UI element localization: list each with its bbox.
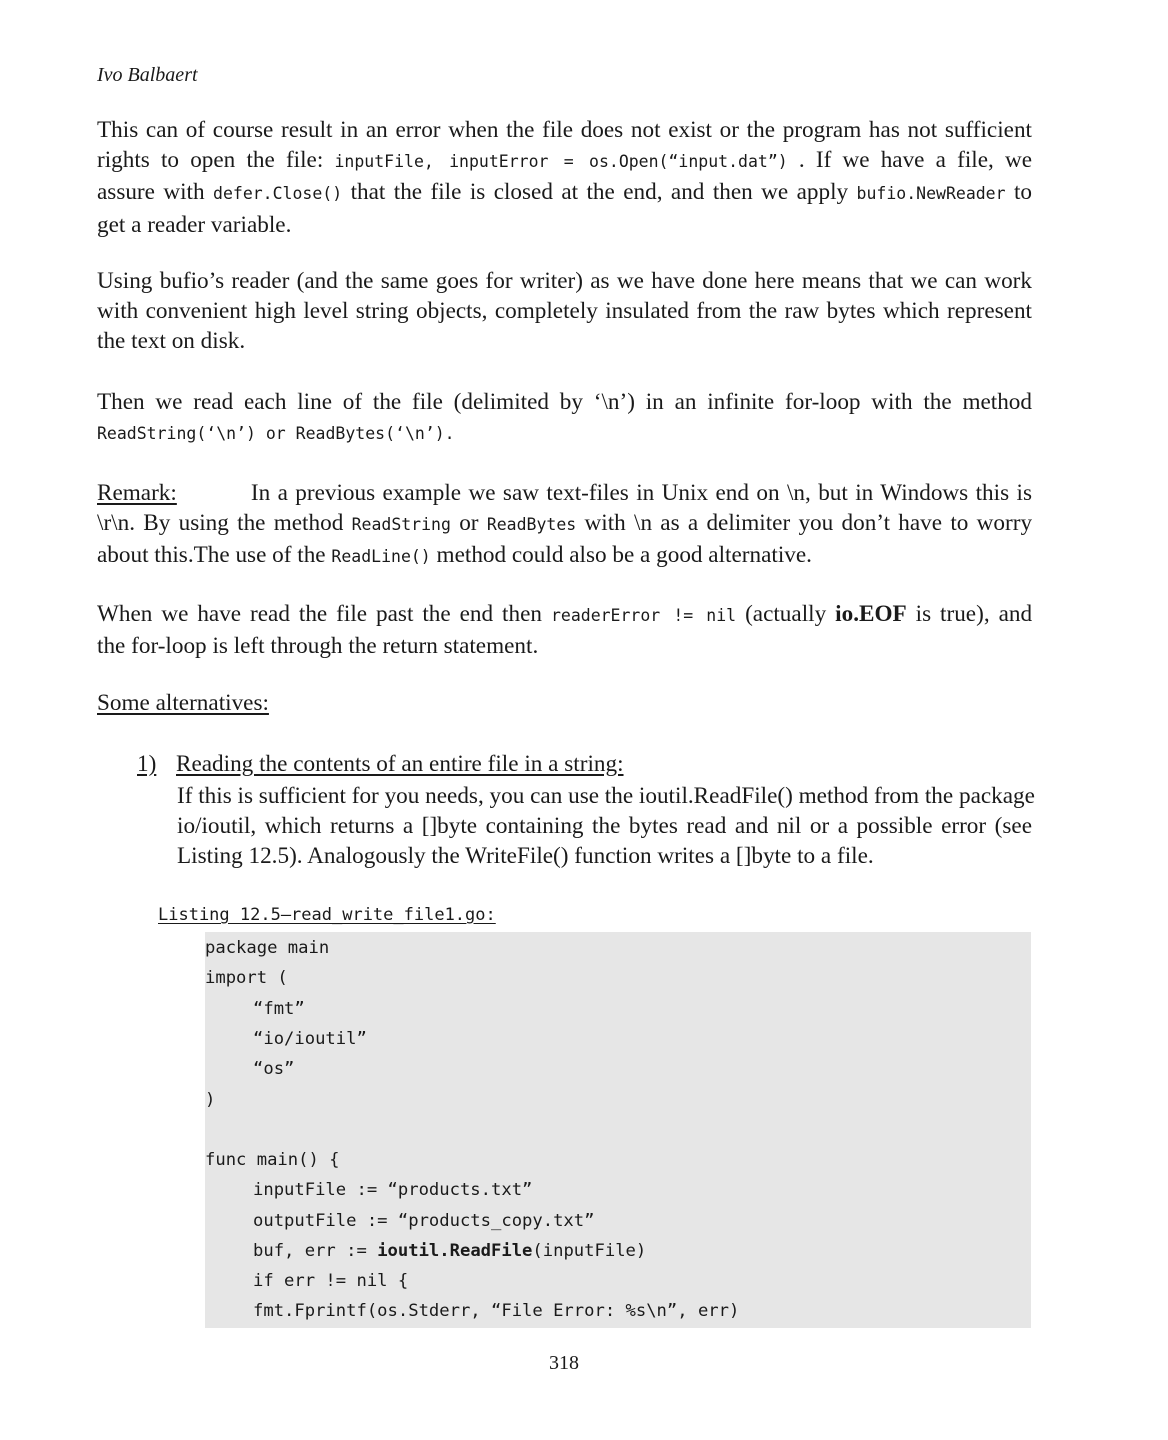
inline-code: inputFile, inputError = os.Open(“input.dat”)	[334, 152, 788, 172]
text-line: Remark: In a previous example we saw text-files in Unix end on \n, but in Windows this is	[97, 480, 1032, 506]
text-line: assure with defer.Close() that the file is closed at the end, and then we apply bufio.NewReader to	[97, 179, 1033, 206]
listing-caption: Listing 12.5—read_write_file1.go:	[158, 905, 496, 925]
text-line: Listing 12.5). Analogously the WriteFile() function writes a []byte to a file.	[177, 843, 874, 870]
text-line: Then we read each line of the file (delimited by ‘\n’) in an infinite for-loop with the method	[97, 389, 1032, 415]
list-item-title: Reading the contents of an entire file in a string:	[176, 751, 624, 777]
running-header-author: Ivo Balbaert	[97, 64, 198, 86]
inline-code: ReadString	[351, 515, 451, 535]
text-line: If this is sufficient for you needs, you can use the ioutil.ReadFile() method from the package	[177, 783, 1035, 809]
text-line: rights to open the file: inputFile, inputError = os.Open(“input.dat”) . If we have a file, we	[97, 147, 1033, 174]
text-line: When we have read the file past the end then readerError != nil (actually io.EOF is true), and	[97, 601, 1033, 627]
code-line: if err != nil {	[253, 1271, 409, 1291]
text-line: get a reader variable.	[97, 211, 292, 238]
inline-code: readerError != nil	[550, 606, 737, 625]
paragraph-remark	[97, 478, 1032, 573]
paragraph-open-file	[97, 115, 1032, 240]
remark-label: Remark:	[97, 480, 177, 506]
inline-code: bufio.NewReader	[856, 184, 1006, 204]
paragraph-bufio-reader	[97, 266, 1032, 357]
code-line: inputFile := “products.txt”	[253, 1180, 533, 1200]
code-line: “fmt”	[253, 999, 305, 1019]
code-line: )	[205, 1090, 216, 1110]
text-line: io/ioutil, which returns a []byte containing the bytes read and nil or a possible error (see	[177, 813, 1032, 840]
inline-code: defer.Close()	[213, 184, 343, 204]
inline-code: ReadLine()	[331, 547, 431, 567]
code-line: “io/ioutil”	[253, 1029, 367, 1049]
list-item-number: 1)	[137, 751, 157, 777]
code-line: package main	[205, 938, 330, 958]
text-line: with convenient high level string objects, completely insulated from the raw bytes which represent	[97, 298, 1032, 325]
paragraph-eof	[97, 599, 1032, 661]
bold-term: io.EOF	[835, 601, 907, 627]
text-line	[97, 417, 1032, 449]
text-line: about this.The use of the ReadLine() method could also be a good alternative.	[97, 542, 812, 569]
code-bold-function: ioutil.ReadFile	[377, 1241, 533, 1261]
page-number: 318	[549, 1352, 579, 1374]
inline-code: ReadString(‘\n’) or ReadBytes(‘\n’).	[97, 424, 455, 444]
section-heading-alternatives: Some alternatives:	[97, 690, 269, 716]
text-line: This can of course result in an error when the file does not exist or the program has not sufficient	[97, 117, 1032, 143]
code-line: “os”	[253, 1059, 295, 1079]
text-line: Using bufio’s reader (and the same goes for writer) as we have done here means that we can work	[97, 268, 1032, 294]
text-line: \r\n. By using the method ReadString or ReadBytes with \n as a delimiter you don’t have to worry	[97, 510, 1033, 537]
code-line: fmt.Fprintf(os.Stderr, “File Error: %s\n”, err)	[253, 1301, 740, 1321]
code-line: buf, err := ioutil.ReadFile(inputFile)	[253, 1241, 647, 1261]
inline-code: ReadBytes	[486, 515, 577, 535]
text-line: the for-loop is left through the return statement.	[97, 633, 539, 660]
paragraph-read-lines	[97, 387, 1032, 449]
code-line: import (	[205, 968, 288, 988]
code-line: outputFile := “products_copy.txt”	[253, 1211, 595, 1231]
list-item-body	[177, 781, 1035, 872]
code-line: func main() {	[205, 1150, 340, 1170]
code-block	[205, 932, 1031, 1328]
text-line: the text on disk.	[97, 328, 246, 355]
